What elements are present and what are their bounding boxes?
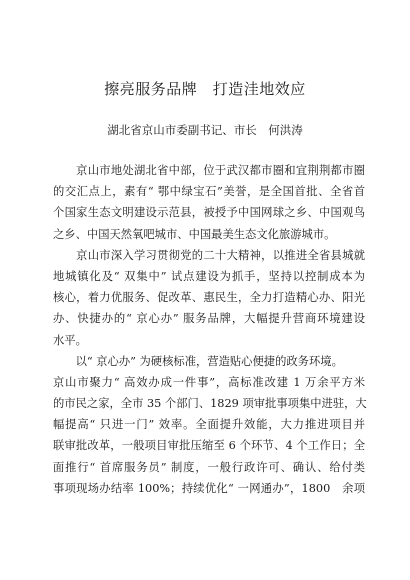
text-line: 个国家生态文明建设示范县，被授予中国网球之乡、中国观鸟 bbox=[53, 206, 365, 220]
text-line: 地城镇化及“ 双集中” 试点建设为抓手，坚持以控制成本为 bbox=[53, 269, 365, 283]
text-line: 以“ 京心办” 为硬核标准，营造贴心便捷的政务环境。 bbox=[53, 354, 343, 368]
text-line: 事项现场办结率 100%；持续优化“ 一网通办”，1800 余项 bbox=[53, 481, 365, 495]
paragraph bbox=[53, 160, 365, 245]
text-line: 幅提高“ 只进一门” 效率。全面提升效能，大力推进项目并 bbox=[53, 418, 365, 432]
text-line: 核心，着力优服务、促改革、惠民生，全力打造精心办、阳光 bbox=[53, 291, 365, 305]
author-byline: 湖北省京山市委副书记、市长 何洪涛 bbox=[107, 123, 303, 137]
text-line: 京山市聚力“ 高效办成一件事”，高标准改建 1 万余平方米 bbox=[53, 375, 365, 389]
text-line: 联审批改革，一般项目审批压缩至 6 个环节、4 个工作日；全 bbox=[53, 439, 365, 453]
text-line: 京山市深入学习贯彻党的二十大精神，以推进全省县城就 bbox=[53, 248, 365, 262]
article-body bbox=[53, 160, 365, 499]
text-line: 的市民之家，全市 35 个部门、1829 项审批事项集中进驻，大 bbox=[53, 397, 367, 411]
text-line: 之乡、中国天然氧吧城市、中国最美生态文化旅游城市。 bbox=[53, 227, 336, 241]
paragraph bbox=[53, 245, 365, 351]
text-line: 面推行“ 首席服务员” 制度，一般行政许可、确认、给付类 bbox=[53, 460, 365, 474]
page-title: 擦亮服务品牌 打造洼地效应 bbox=[104, 80, 306, 98]
text-line: 办、快捷办的“ 京心办” 服务品牌，大幅提升营商环境建设 bbox=[53, 312, 365, 326]
text-line: 水平。 bbox=[53, 333, 87, 347]
text-line: 的交汇点上，素有“ 鄂中绿宝石”美誉，是全国首批、全省首 bbox=[53, 185, 365, 199]
text-line: 京山市地处湖北省中部，位于武汉都市圈和宜荆荆都市圈 bbox=[53, 164, 365, 177]
paragraph bbox=[53, 351, 365, 499]
